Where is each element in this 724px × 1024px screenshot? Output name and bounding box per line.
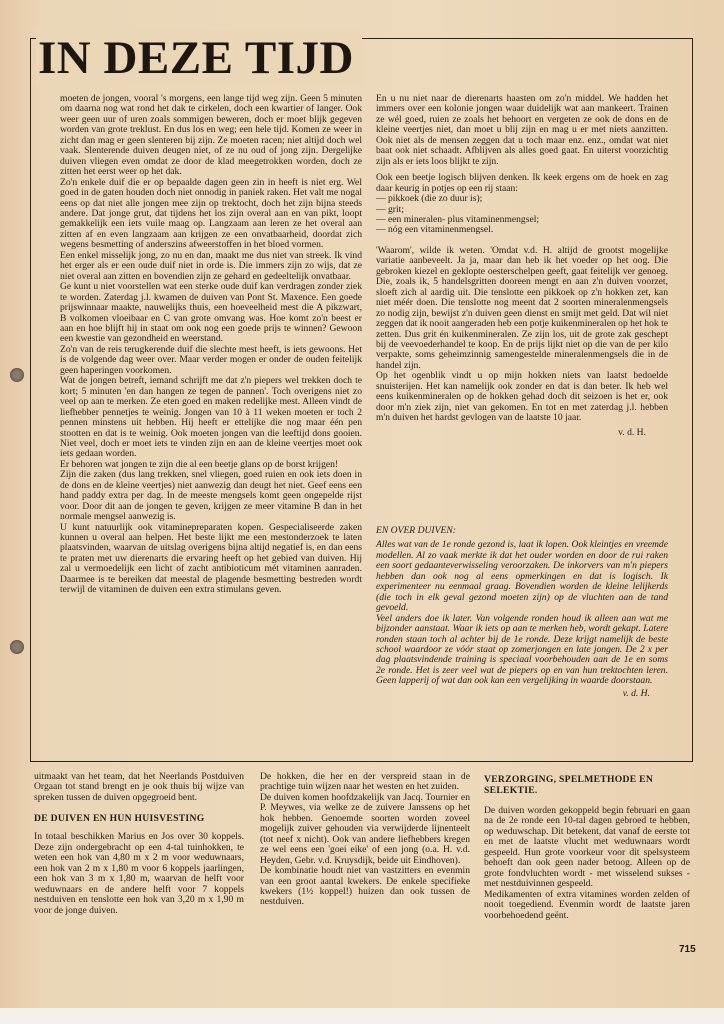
paragraph: moeten de jongen, vooral 's morgens, een lange tijd weg zijn. Geen 5 minuten om daarna nog wat rond het dak te cirkelen, doch een kwartier of langer. Ook weer geen uur of uren zoals sommigen beweren, doch er moet blijk gegeven worden van grote treklust. En dus los en weg; een hele tijd. Komen ze weer in zicht dan mag er geen slenteren bij zijn. Ze moeten racen; niet altijd doch wel vaak. Slenterende duiven deugen niet, of ze nu oud of jong zijn. Dergelijke duiven vliegen even omdat ze door de klad meegetrokken worden, doch ze zitten het eerst weer op het dak. [60, 93, 362, 178]
paragraph: Medikamenten of extra vitamines worden zelden of nooit toegediend. Evenmin wordt de laatste jaren voorbehoedend geënt. [484, 888, 690, 921]
paragraph: De duiven komen hoofdzakelijk van Jacq. Tournier en P. Meywes, via welke ze de zuivere Janssens op het hok hebben. Genoemde soorten worden zoveel mogelijk zuiver gehouden via verwijderde lijnenteelt (tot neef x nicht). Ook van andere liefhebbers kregen ze wel eens een 'goei eike' of een jong (o.a. H. v.d. Heyden, Gebr. v.d. Kruysdijk, beide uit Eindhoven). [260, 791, 470, 866]
right-column [376, 94, 668, 438]
bottom-column-1 [34, 772, 244, 916]
page-number: 715 [679, 944, 696, 955]
paragraph: Er behoren wat jongen te zijn die al een beetje glans op de borst krijgen! [60, 458, 339, 470]
paragraph: Zo'n van de reis terugkerende duif die slechte mest heeft, is iets gewoons. Het is de volgende dag weer over. Maar verder mogen er onder de ouden feitelijk geen haperingen voorkomen. [60, 343, 362, 376]
bottom-column-3 [484, 772, 690, 921]
paragraph: Ge kunt u niet voorstellen wat een sterke oude duif kan verdragen zonder ziek te worden. Zaterdag j.l. kwamen de duiven van Pont St. Maxence. Een goede prijswinnaar maakte, nauwelijks thuis, een hoeveelheid mest die A pikzwart, B volkomen vloeibaar en C van grote omvang was. Hoe komt zo'n beest er aan en hoe blijft hij in staat om ook nog een goede prijs te winnen? Gewoon een kwestie van gezondheid en weerstand. [60, 281, 362, 345]
sidebar-paragraph: Veel anders doe ik later. Van volgende ronden houd ik alleen aan wat me bijzonder aanstaat. Waar ik iets op aan te merken heb, wordt gekapt. Latere ronden staan toch al achter bij de 1e ronde. Deze krijgt namelijk de beste school waardoor ze vóór staat op zomerjongen en late jongen. De 2 x per dag plaatsvindende training is speciaal voorbehouden aan de 1e en soms 2e ronde. Het is zeer veel wat de piepers op en van hun trektochten leren. Geen lapperij of wat dan ook kan een vergelijking in waarde doorstaan. [376, 612, 668, 687]
punch-hole [10, 640, 24, 654]
paragraph: Wat de jongen betreft, iemand schrijft me dat z'n piepers wel trekken doch te kort; 5 minuten 'en dan hangen ze tegen de pannen'. Toch overigens niet zo veel op aan te merken. Ze eten goed en maken redelijke mest. Alleen vindt de liefhebber pennetjes te weinig. Jongen van 10 à 11 weken moeten er toch 2 pennen minstens uit hebben. Hij heeft er ettelijke die nog maar één pen stootten en dat is te weinig. Ook moeten jongen van die leeftijd dons gooien. Niet veel, doch er moet iets te vinden zijn en aan de kleine veertjes moet ook iets gedaan worden. [60, 375, 362, 460]
paragraph: 'Waarom', wilde ik weten. 'Omdat v.d. H. altijd de grootst mogelijke variatie aanbeveelt. Ja ja, maar dan heb ik het voeder op het oog. Die gebroken kiezel en geklopte oesterschelpen geeft, gaat feitelijk ver genoeg. Die, zoals ik, 5 handelsgritten dooreen mengt en aan z'n duiven voorzet, sloeft zich al aardig uit. Die tenslotte een pikkoek op z'n hokken zet, kan niet méér doen. Die tenslotte nog meent dat 2 soorten mineralenmengsels zo nodig zijn, bewijst z'n duiven geen dienst en smijt met geld. Dat wil niet zeggen dat ik nooit aangeraden heb een potje kuikenmineralen op het hok te zetten. Dus grit én kuikenmineralen. Ze zijn los, uit de grote zak geschept bij de veevoederhandel te koop. En de prijs lijkt niet op die van de per kilo verpakte, soms geheimzinnig samengestelde mineralenmengsels die in de handel zijn. [376, 244, 668, 371]
paragraph: Op het ogenblik vindt u op mijn hokken niets van laatst bedoelde snuisterijen. Het kan namelijk ook zonder en dat is dan beter. Ik heb wel eens kuikenmineralen op de hokken gehad doch dit seizoen is het er, ook door m'n ziek zijn, niet van gekomen. En tot en met zaterdag j.l. hebben m'n duiven het hardst gevlogen van de laatste 10 jaar. [376, 370, 668, 424]
section-heading: DE DUIVEN EN HUN HUISVESTING [34, 813, 205, 825]
paragraph: Zo'n enkele duif die er op bepaalde dagen geen zin in heeft is niet erg. Wel goed in de gaten houden doch niet onnodig in paniek raken. Het valt me nogal eens op dat niet alle jongen mee zijn op trektocht, doch het zijn bijna steeds andere. Dat jonge grut, dat tijdens het los zijn overal aan en van pikt, loopt gemakkelijk een iets vuile maag op. Langzaam aan leren ze het overal aan zitten af en even langzaam aan krijgen ze een onvatbaarheid, doordat zich wegens besmetting of anderszins afweerstoffen in het bloed vormen. [60, 176, 362, 251]
paragraph: De duiven worden gekoppeld begin februari en gaan na de 2e ronde een 10-tal dagen gebroed te hebben, op weduwschap. Dit betekent, dat vanaf de eerste tot en met de laatste vlucht met weduwnaars wordt gespeeld. Hun grote voorkeur voor dit spelsysteem behoeft dan ook geen nader betoog. Alleen op de grote fondvluchten wordt - met wisselend sukses - met nestduivinnen gespeeld. [484, 805, 690, 890]
paragraph: Een enkel misselijk jong, zo nu en dan, maakt me dus niet van streek. Ik vind het erger als er een oude duif niet in orde is. Die immers zijn zo wijs, dat ze niet overal aan zitten en bovendien zijn ze gehard en gedeeltelijk onvatbaar. [60, 249, 362, 282]
bottom-column-2 [260, 772, 470, 908]
section-heading: VERZORGING, SPELMETHODE EN SELEKTIE. [484, 774, 654, 796]
author-signature: v. d. H. [618, 426, 646, 438]
paragraph: Ook een beetje logisch blijven denken. Ik keek ergens om de hoek en zag daar keurig in potjes op een rij staan: [376, 172, 668, 194]
paragraph: Zijn die zaken (dus lang trekken, snel vliegen, goed ruien en ook iets doen in de dons en de kleine veertjes) niet aanwezig dan deugt het niet. Geef eens een hand paddy extra per dag. In de meeste mengsels komt geen ongepelde rijst voor. Door dit aan de jongen te geven, krijgen ze meer vitamine B dan in het normale mengsel aanwezig is. [60, 469, 362, 523]
paragraph: De kombinatie houdt niet van vastzitters en evenmin van een groot aantal kwekers. De enkele specifieke kwekers (1½ koppel!) huizen dan ook tussen de nestduiven. [260, 865, 470, 908]
article-title: IN DEZE TIJD [36, 30, 362, 86]
list-item: — pikkoek (die zo duur is); [376, 193, 483, 205]
sidebar-box [376, 526, 668, 699]
left-column [60, 94, 362, 596]
punch-hole [10, 368, 24, 382]
list-item: — nóg een vitaminenmengsel. [376, 224, 494, 236]
list-item: — grit; [376, 203, 404, 215]
paragraph: uitmaakt van het team, dat het Neerlands Postduiven Orgaan tot stand brengt en je ook thuis bij wijze van spreken tussen de duiven opgegroeid bent. [34, 771, 244, 803]
paragraph: U kunt natuurlijk ook vitaminepreparaten kopen. Gespecialiseerde zaken kunnen u overal aan helpen. Het beste lijkt me een mestonderzoek te laten plaatsvinden, waarvan de uitslag overigens bijna altijd negatief is, en dan eens te praten met uw dierenarts die ervaring heeft op het gebied van duiven. Hij zal u vermoedelijk een licht of zacht antibioticum mét vitaminen aanraden. Daarmee is te bereiken dat meestal de plagende besmetting bestreden wordt terwijl de vitaminen de duiven een extra stimulans geven. [60, 521, 362, 596]
page-edge [0, 1008, 724, 1024]
supplement-list [376, 194, 668, 236]
sidebar-paragraph: Alles wat van de 1e ronde gezond is, laat ik lopen. Ook kleintjes en vreemde modellen. Al zo vaak merkte ik dat het ouder worden en door de rui raken een soort gedaanteverwisseling veroorzaken. De inkorvers van m'n piepers hebben dan ook nog al eens opmerkingen en dat is logisch. Ik experimenteer nu eenmaal graag. Bovendien worden de kleine lelijkerds (die toch in elk geval gezond moeten zijn) op de vluchten aan de tand gevoeld. [376, 539, 668, 614]
sidebar-heading: EN OVER DUIVEN: [376, 525, 456, 536]
paragraph: En u nu niet naar de dierenarts haasten om zo'n middel. We hadden het immers over een kolonie jongen waar duidelijk wat aan mankeert. Trainen ze wél goed, ruien ze zoals het behoort en vergeten ze ook de dons en de kleine veertjes niet, dan moet u blij zijn en mag u er met niets aanzitten. Ook niet als de mensen zeggen dat u toch maar enz. enz., omdat wat niet baat ook niet schaadt. Afblijven als alles goed gaat. En uiterst voorzichtig zijn als er iets loos blijkt te zijn. [376, 93, 668, 167]
sidebar-signature: v. d. H. [622, 687, 650, 699]
paragraph: In totaal beschikken Marius en Jos over 30 koppels. Deze zijn ondergebracht op een 4-tal tuinhokken, te weten een hok van 4,80 m x 2 m voor weduwnaars, een hok van 2 m x 1,80 m voor 6 koppels jaarlingen, een hok van 3 m x 1,80 m, waarvan de helft voor weduwnaars en de andere helft voor 7 koppels nestduiven en tenslotte een hok van 3,20 m x 1,90 m voor de jonge duiven. [34, 831, 244, 916]
paragraph: De hokken, die her en der verspreid staan in de prachtige tuin wijzen naar het westen en het zuiden. [260, 771, 470, 793]
list-item: — een mineralen- plus vitaminenmengsel; [376, 213, 540, 225]
